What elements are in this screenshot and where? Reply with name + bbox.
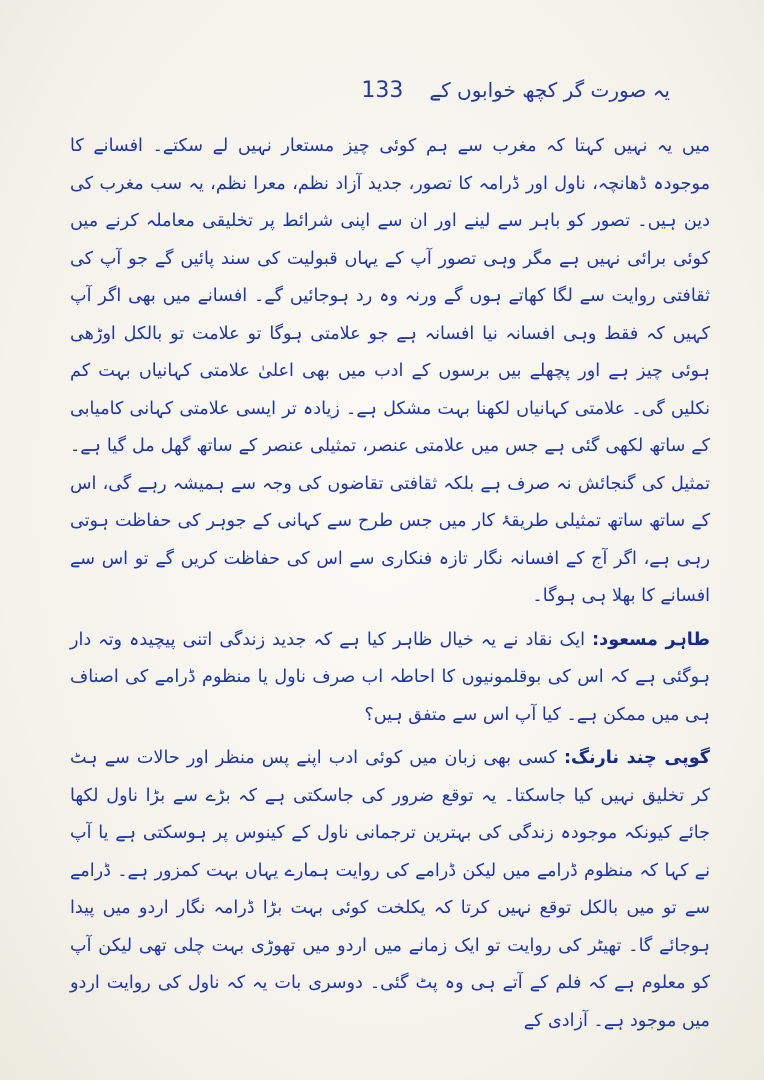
page-body xyxy=(70,128,710,1040)
paragraph xyxy=(70,128,710,616)
speaker-name: گوپی چند نارنگ: xyxy=(564,748,710,768)
paragraph-text: میں یہ نہیں کہتا کہ مغرب سے ہم کوئی چیز مستعار نہیں لے سکتے۔ افسانے کا موجودہ ڈھانچہ، ناول اور ڈرامہ کا تصور، جدید آزاد نظم، معرا نظم، یہ سب مغرب کی دین ہیں۔ تصور کو باہر سے لینے اور ان سے اپنی شرائط پر تخلیقی معاملہ کرنے میں کوئی برائی نہیں ہے مگر وہی تصور آپ کے یہاں قبولیت کی سند پائیں گے جو آپ کی ثقافتی روایت سے لگا کھاتے ہوں گے ورنہ وہ رد ہوجائیں گے۔ افسانے میں بھی اگر آپ کہیں کہ فقط وہی افسانہ نیا افسانہ ہے جو علامتی ہوگا تو علامت تو بالکل اوڑھی ہوئی چیز ہے اور پچھلے بیں برسوں کے ادب میں بھی اعلیٰ علامتی کہانیاں بہت کم نکلیں گی۔ علامتی کہانیاں لکھنا بہت مشکل ہے۔ زیادہ تر ایسی علامتی کہانی کامیابی کے ساتھ لکھی گئی ہے جس میں علامتی عنصر، تمثیلی عنصر کے ساتھ گھل مل گیا ہے۔ تمثیل کی گنجائش نہ صرف ہے بلکہ ثقافتی تقاضوں کی وجہ سے ہمیشہ رہے گی، اس کے ساتھ ساتھ تمثیلی طریقۂ کار میں جس طرح سے کہانی کے جوہر کی حفاظت ہوتی رہی ہے، اگر آج کے افسانہ نگار تازہ فنکاری سے اس کی حفاظت کریں گے تو اس سے افسانے کا بھلا ہی ہوگا۔ xyxy=(70,136,710,606)
speaker-name: طاہر مسعود: xyxy=(592,629,710,650)
running-title: یہ صورت گر کچھ خوابوں کے xyxy=(429,78,670,102)
paragraph-text: ایک نقاد نے یہ خیال ظاہر کیا ہے کہ جدید زندگی اتنی پیچیدہ وتہ دار ہوگئی ہے کہ اس کی بوقلمونیوں کا احاطہ اب صرف ناول یا منظوم ڈرامے کی اصناف ہی میں ممکن ہے۔ کیا آپ اس سے متفق ہیں؟ xyxy=(70,629,710,725)
paragraph-text: کسی بھی زبان میں کوئی ادب اپنے پس منظر اور حالات سے ہٹ کر تخلیق نہیں کیا جاسکتا۔ یہ توقع ضرور کی جاسکتی ہے کہ بڑے سے بڑا ناول لکھا جائے کیونکہ موجودہ زندگی کی بہترین ترجمانی ناول کے کینوس پر ہوسکتی ہے یا آپ نے کہا کہ منظوم ڈرامے میں لیکن ڈرامے کی روایت ہمارے یہاں بہت کمزور ہے۔ ڈرامے سے تو میں بالکل توقع نہیں کرتا کہ یکلخت کوئی بہت بڑا ڈرامہ نگار اردو میں پیدا ہوجائے گا۔ تھیٹر کی روایت تو ایک زمانے میں اردو میں تھوڑی بہت چلی تھی لیکن آپ کو معلوم ہے کہ فلم کے آتے ہی وہ پٹ گئی۔ دوسری بات یہ کہ ناول کی روایت اردو میں موجود ہے۔ آزادی کے xyxy=(70,748,710,1031)
page-number: 133 xyxy=(361,77,404,103)
page-header xyxy=(90,70,670,110)
answer-paragraph xyxy=(70,740,710,1040)
question-paragraph xyxy=(70,622,710,735)
